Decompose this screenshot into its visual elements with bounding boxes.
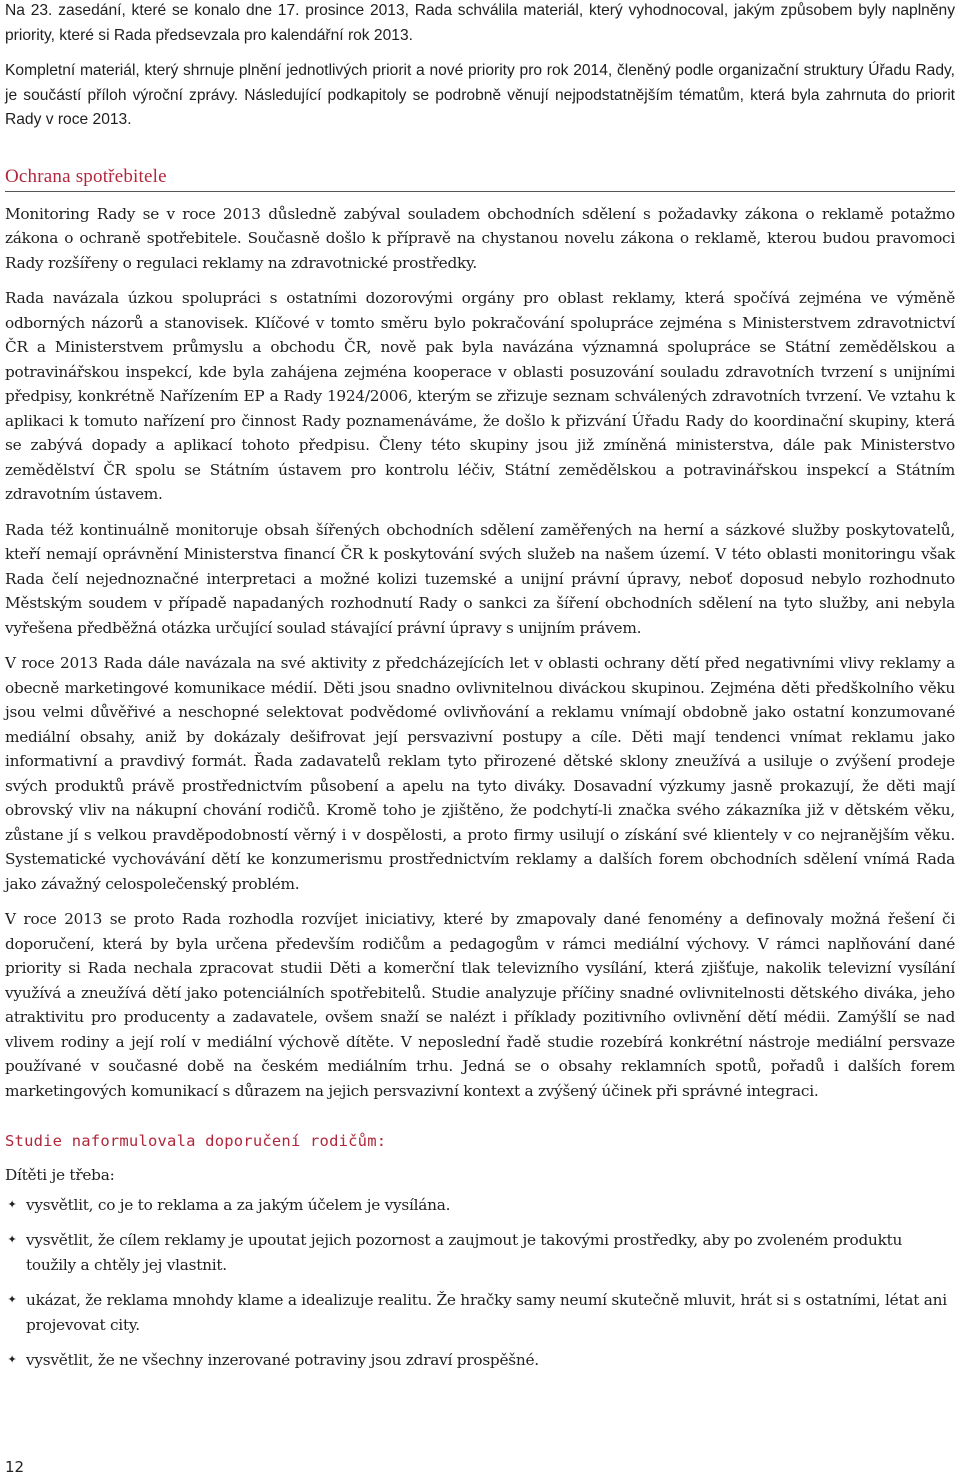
list-item: [5, 1348, 955, 1373]
list-item: [5, 1193, 955, 1218]
document-page: [5, 0, 955, 1373]
section-paragraph-1: Monitoring Rady se v roce 2013 důsledně zabýval souladem obchodních sdělení s požadavky zákona o reklamě potažmo zákona o ochraně spotřebitele. Současně došlo k přípravě na chystanou novelu zákona o reklamě, kterou budou pravomoci Rady rozšířeny o regulaci reklamy na zdravotnické prostředky.: [5, 204, 955, 272]
section-paragraph-3: Rada též kontinuálně monitoruje obsah šířených obchodních sdělení zaměřených na herní a sázkové služby poskytovatelů, kteří nemají oprávnění Ministerstva financí ČR k poskytování svých služeb na našem území. V této oblasti monitoringu však Rada čelí nejednoznačné interpretaci a možné kolizi tuzemské a unijní právní úpravy, neboť doposud nebylo rozhodnuto Městským soudem v případě napadaných rozhodnutí Rady o sankci za šíření obchodních sdělení na tyto služby, ani nebyla vyřešena předběžná otázka určující soulad stávající právní úpravy s unijním právem.: [5, 520, 955, 637]
intro-paragraph-1: Na 23. zasedání, které se konalo dne 17. prosince 2013, Rada schválila materiál, který vyhodnocoval, jakým způsobem byly naplněny priority, které si Rada předsevzala pro kalendářní rok 2013.: [5, 2, 955, 44]
section-heading-consumer-protection: Ochrana spotřebitele: [5, 165, 955, 192]
bullet-star-icon: ✦: [7, 1353, 17, 1366]
section-paragraph-5: V roce 2013 se proto Rada rozhodla rozvíjet iniciativy, které by zmapovaly dané fenomény a definovaly možná řešení či doporučení, která by byla určena především rodičům a pedagogům v rámci mediální výchovy. V rámci naplňování dané priority si Rada nechala zpracovat studii Děti a komerční tlak televizního vysílání, která zjišťuje, nakolik televizní vysílání využívá a zneužívá dětí jako potenciálních spotřebitelů. Studie analyzuje příčiny snadné ovlivnitelnosti dětského diváka, jeho atraktivitu pro producenty a zadavatele, ovšem snaží se nalézt i příklady pozitivního ovlivnění dětí médii. Zamýšlí se nad vlivem rodiny a její rolí v mediální výchově dítěte. V neposlední řadě studie rozebírá konkrétní nástroje mediální persvaze používané v současné době na českém mediálním trhu. Jedná se o obsahy reklamních spotů, pořadů i dalších forem marketingových komunikací s důrazem na jejich persvazivní kontext a zvýšený účinek při správné integraci.: [5, 910, 955, 1100]
list-item: [5, 1228, 955, 1277]
list-item-text: vysvětlit, co je to reklama a za jakým účelem je vysílána.: [26, 1195, 451, 1214]
recommendations-list: [5, 1193, 955, 1373]
section-paragraph-2: Rada navázala úzkou spolupráci s ostatními dozorovými orgány pro oblast reklamy, která spočívá zejména ve výměně odborných názorů a stanovisek. Klíčové v tomto směru bylo pokračování spolupráce zejména s Ministerstvem zdravotnictví ČR a Ministerstvem průmyslu a obchodu ČR, nově pak byla navázána významná spolupráce se Státní zemědělskou a potravinářskou inspekcí, kde byla zahájena zejména kooperace v oblasti posuzování souladu zdravotních tvrzení s unijními předpisy, konkrétně Nařízením EP a Rady 1924/2006, kterým se zřizuje seznam schválených zdravotních tvrzení. Ve vztahu k aplikaci k tomuto nařízení pro činnost Rady poznamenáváme, že došlo k přizvání Úřadu Rady do koordinační skupiny, která se zabývá dopady a aplikací tohoto předpisu. Členy této skupiny jsou již zmíněná ministerstva, dále pak Ministerstvo zemědělství ČR spolu se Státním ústavem pro kontrolu léčiv, Státní zemědělskou a potravinářskou inspekcí a Státním zdravotním ústavem.: [5, 289, 955, 503]
bullet-star-icon: ✦: [7, 1197, 17, 1211]
list-item-text: ukázat, že reklama mnohdy klame a idealizuje realitu. Že hračky samy neumí skutečně mluvit, hrát si s ostatními, létat ani projevovat city.: [26, 1291, 947, 1334]
section-paragraph-4: V roce 2013 Rada dále navázala na své aktivity z předcházejících let v oblasti ochrany dětí před negativními vlivy reklamy a obecně marketingové komunikace médií. Děti jsou snadno ovlivnitelnou diváckou skupinou. Zejména děti předškolního věku jsou velmi důvěřivé a neschopné selektovat podvědomé ovlivňování a reklamu vnímají obdobně jako ostatní konzumované mediální obsahy, aniž by dokázaly dešifrovat její persvazivní postupy a cíle. Děti mají tendenci vnímat reklamu jako informativní a pravdivý formát. Řada zadavatelů reklam tyto přirozené dětské sklony zneužívá a usiluje o zvýšení prodeje svých produktů právě prostřednictvím působení a apelu na tyto diváky. Dosavadní výzkumy jasně prokazují, že děti mají obrovský vliv na nákupní chování rodičů. Kromě toho je zjištěno, že podchytí-li značka svého zákazníka již v dětském věku, zůstane jí s velkou pravděpodobností věrný i v dospělosti, a proto firmy usilují o získání své klientely v co nejranějším věku. Systematické vychovávání dětí ke konzumerismu prostřednictvím reklamy a dalších forem obchodních sdělení vnímá Rada jako závažný celospolečenský problém.: [5, 654, 955, 893]
page-number: 12: [5, 1458, 25, 1476]
bullet-star-icon: ✦: [7, 1293, 17, 1306]
recommendations-lead: Dítěti je třeba:: [5, 1166, 115, 1184]
recommendations-heading: Studie naformulovala doporučení rodičům:: [5, 1132, 387, 1150]
intro-paragraph-2: Kompletní materiál, který shrnuje plnění jednotlivých priorit a nové priority pro rok 2014, členěný podle organizační struktury Úřadu Rady, je součástí příloh výroční zprávy. Následující podkapitoly se podrobně věnují nejpodstatnějším tématům, která byla zahrnuta do priorit Rady v roce 2013.: [5, 62, 955, 128]
list-item-text: vysvětlit, že ne všechny inzerované potraviny jsou zdraví prospěšné.: [26, 1351, 539, 1369]
bullet-star-icon: ✦: [7, 1233, 17, 1246]
list-item-text: vysvětlit, že cílem reklamy je upoutat jejich pozornost a zaujmout je takovými prostředky, aby po zvoleném produktu toužily a chtěly jej vlastnit.: [26, 1231, 903, 1274]
list-item: [5, 1288, 955, 1337]
